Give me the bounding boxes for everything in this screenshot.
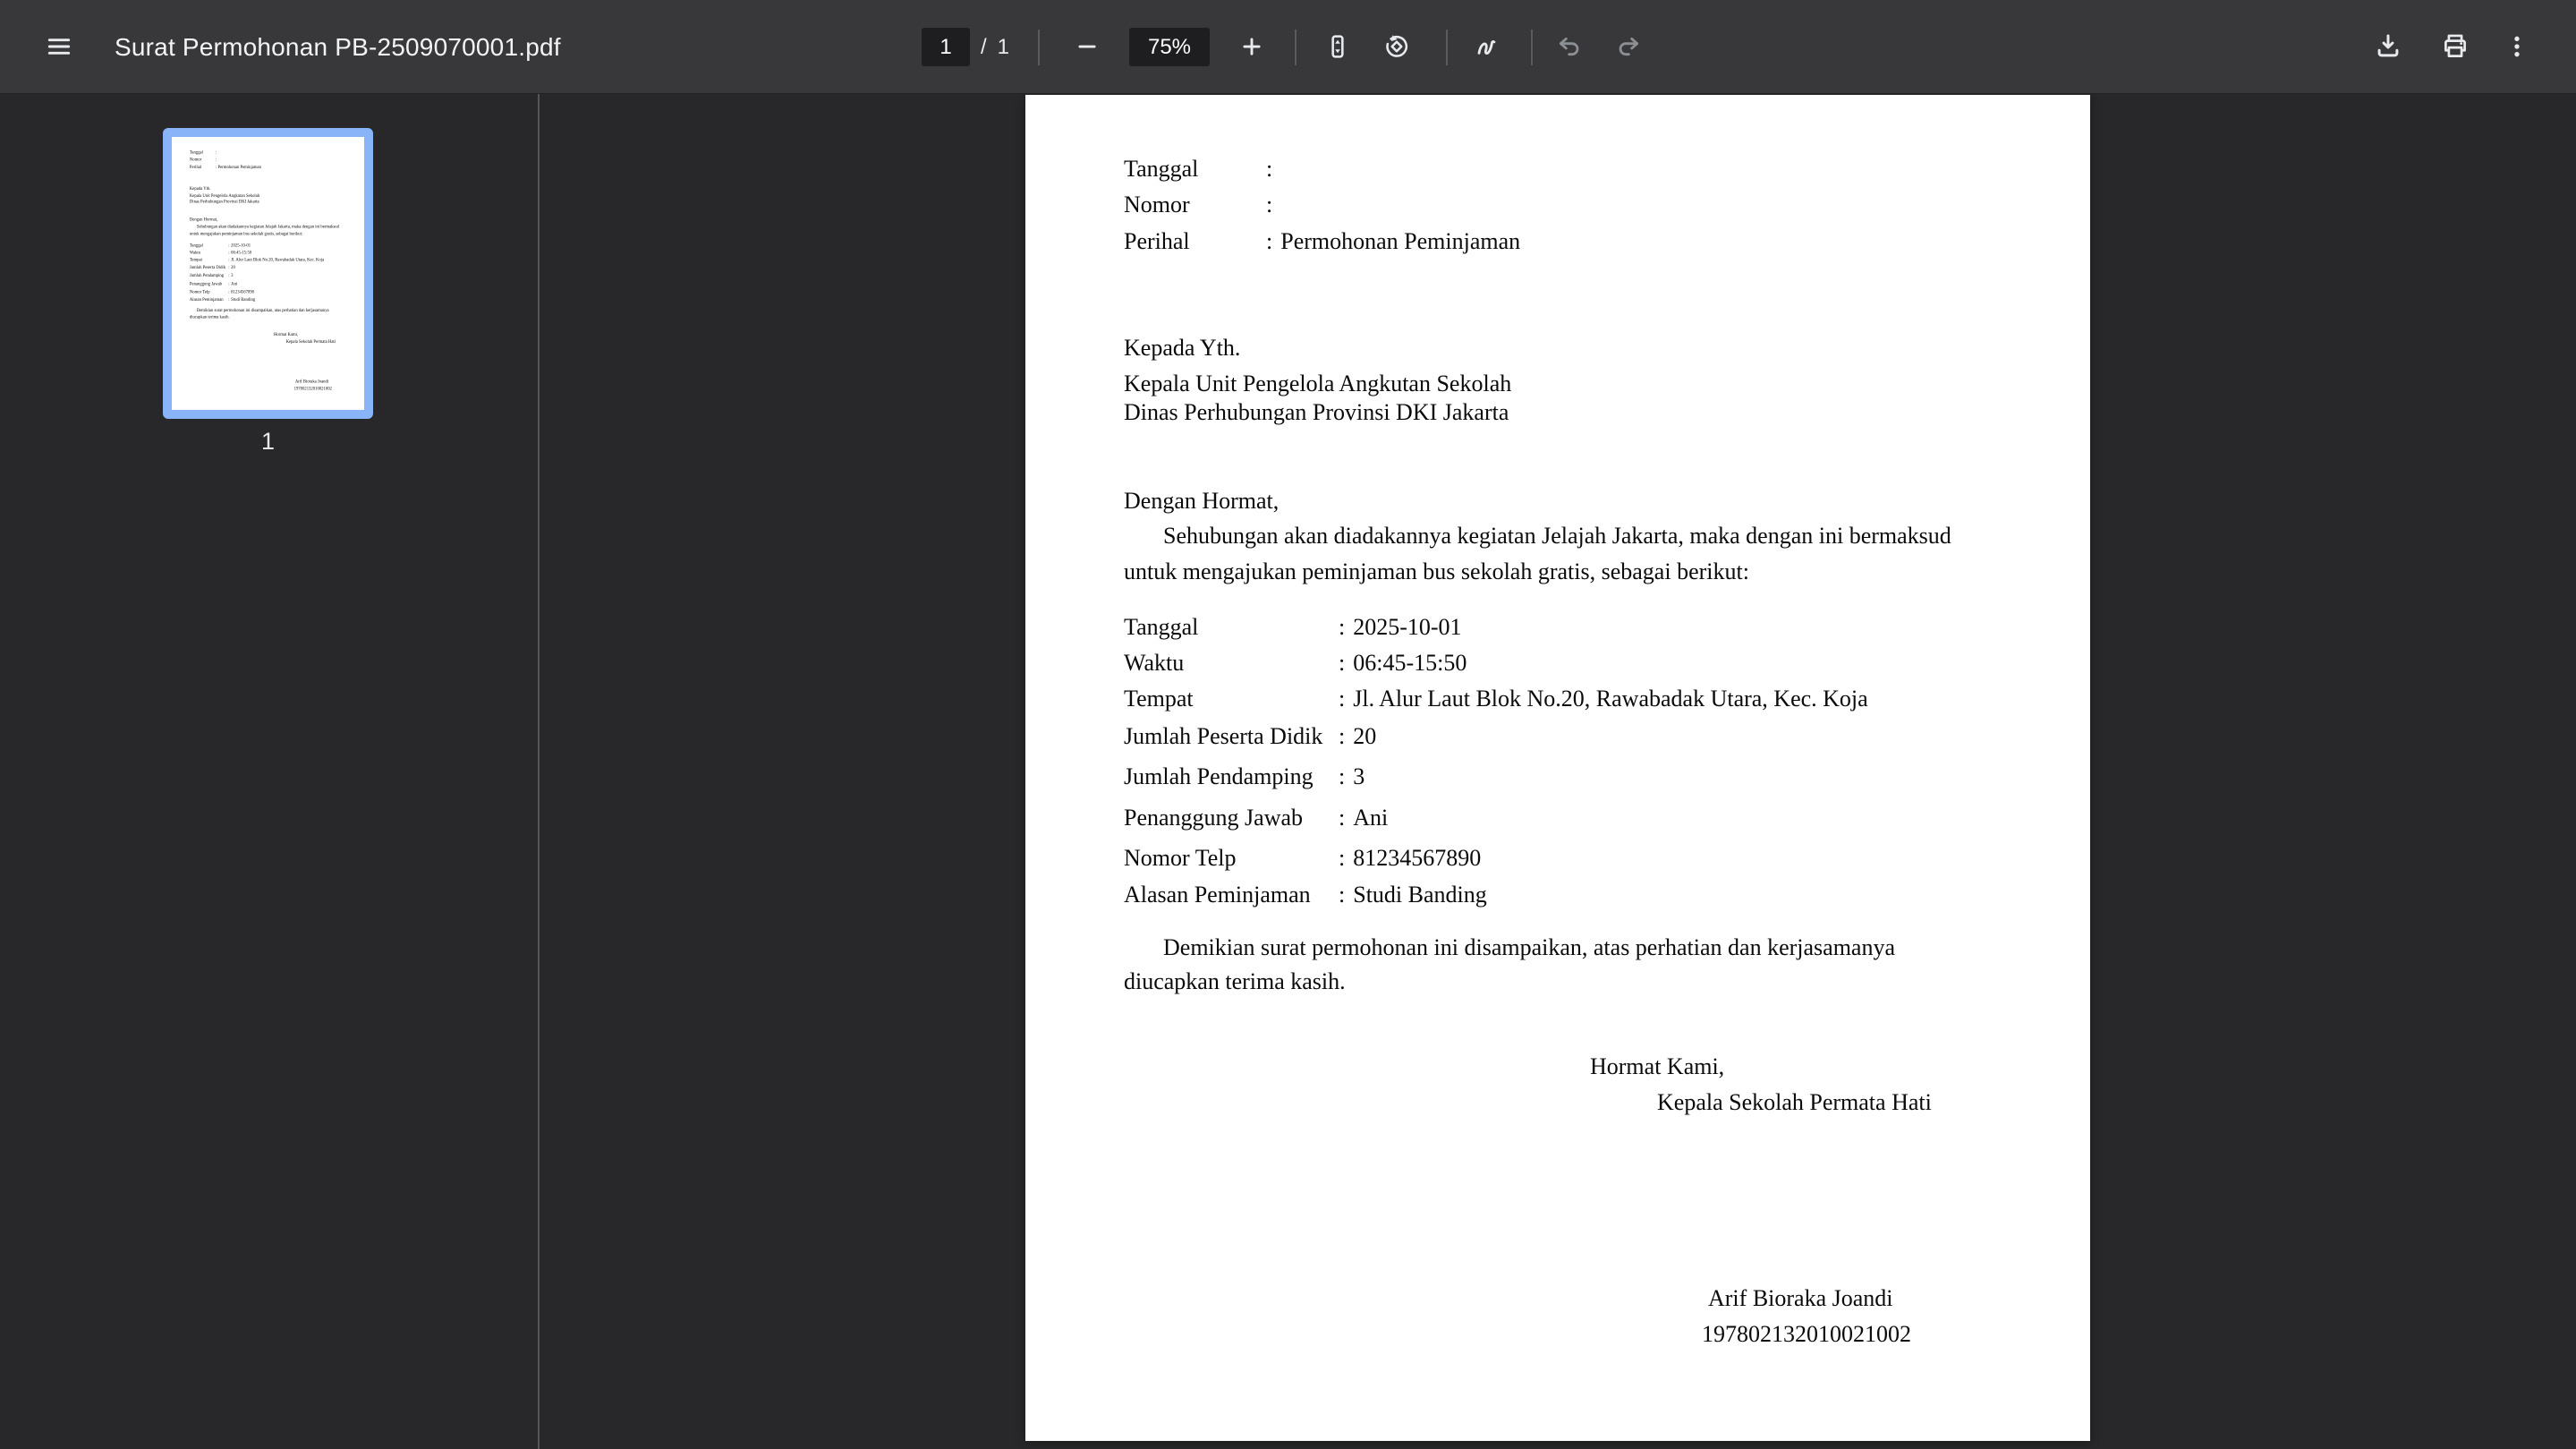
meta-label: Nomor [189,156,202,162]
detail-value: Ani [1353,805,1389,831]
colon: : [1339,650,1346,676]
colon: : [215,164,217,170]
detail-value: 06:45-15:50 [231,249,252,255]
pdf-page-content [1025,95,2090,1441]
hamburger-icon [45,32,73,64]
colon: : [1339,686,1346,712]
detail-row [1124,845,1481,872]
detail-value: 2025-10-01 [231,242,251,248]
zoom-out-button[interactable] [1067,27,1108,68]
detail-label: Alasan Peminjaman [189,296,224,303]
toolbar-separator [1446,30,1448,65]
meta-row [190,164,261,169]
signoff-line: Kepala Sekolah Permata Hati [1657,1089,1932,1115]
colon: : [1339,614,1346,640]
detail-label: Waktu [1124,650,1185,676]
toolbar-separator [1038,30,1040,65]
draw-pen-icon [1474,32,1502,64]
meta-label: Nomor [1124,192,1190,217]
recipient-line: Kepala Unit Pengelola Angkutan Sekolah [1124,371,1512,396]
detail-row [1124,805,1388,831]
page-number-input[interactable] [922,35,970,60]
colon: : [215,149,217,155]
detail-row [190,257,324,262]
detail-value: Studi Banding [231,296,256,303]
colon: : [1339,845,1346,871]
colon: : [1266,192,1273,217]
detail-label: Jumlah Peserta Didik [189,264,226,270]
detail-label: Nomor Telp [1124,845,1237,871]
detail-row [190,264,235,269]
colon: : [1266,156,1273,182]
detail-row [190,289,254,294]
colon: : [228,272,230,278]
detail-label: Alasan Peminjaman [1124,882,1311,908]
signatory-name: Arif Bioraka Joandi [1708,1285,1893,1311]
recipient-line: Dinas Perhubungan Provinsi DKI Jakarta [1124,399,1509,425]
colon: : [1266,228,1273,254]
detail-row [190,281,237,286]
colon: : [228,256,230,262]
fit-to-page-button[interactable] [1317,27,1358,68]
closing-line: diucapkan terima kasih. [1124,968,1346,994]
intro-line: untuk mengajukan peminjaman bus sekolah gratis, sebagai berikut: [189,231,303,236]
page-count [981,0,1009,94]
annotate-button[interactable] [1467,27,1509,68]
meta-value: Permohonan Peminjaman [217,164,261,170]
page-number-box [922,28,970,66]
detail-row [190,272,234,277]
colon: : [228,242,230,248]
recipient-line: Kepada Yth. [1124,335,1241,361]
colon: : [1339,805,1346,831]
intro-line: untuk mengajukan peminjaman bus sekolah gratis, sebagai berikut: [1124,558,1749,584]
recipient-line: Kepada Yth. [189,185,211,192]
detail-row [1124,650,1467,677]
zoom-level-value: 75% [1147,34,1192,59]
detail-label: Jumlah Pendamping [189,272,225,278]
colon: : [1339,763,1346,789]
toolbar-separator [1531,30,1533,65]
colon: : [228,280,230,286]
detail-label: Nomor Telp [189,288,210,294]
signoff-line: Hormat Kami, [274,331,299,337]
detail-value: 20 [231,264,235,270]
colon: : [1339,723,1346,749]
thumbnail-page-number: 1 [260,428,276,455]
toolbar-separator [1295,30,1297,65]
detail-value: 2025-10-01 [1353,614,1462,640]
intro-line: Sehubungan akan diadakannya kegiatan Jelajah Jakarta, maka dengan ini bermaksud [1163,523,1951,549]
detail-label: Tanggal [189,242,203,248]
recipient-line: Dinas Perhubungan Provinsi DKI Jakarta [189,198,259,204]
thumbnail-page-1[interactable] [163,128,373,419]
closing-line: Demikian surat permohonan ini disampaikan, atas perhatian dan kerjasamanya [1163,934,1895,960]
undo-button[interactable] [1550,27,1591,68]
thumbnail-page-content [172,137,364,410]
meta-row [190,157,218,162]
recipient-line: Kepala Unit Pengelola Angkutan Sekolah [189,192,260,199]
document-title: Surat Permohonan PB-2509070001.pdf [115,32,561,61]
detail-value: 3 [1353,763,1365,789]
meta-value: Permohonan Peminjaman [1280,228,1521,254]
detail-label: Tempat [189,256,202,262]
colon: : [1339,882,1346,908]
menu-button[interactable] [38,27,80,68]
redo-icon [1613,32,1642,64]
signatory-nip: 197802132010021002 [1702,1321,1911,1347]
signoff-line: Hormat Kami, [1590,1053,1725,1079]
meta-label: Tanggal [189,149,203,155]
signatory-name: Arif Bioraka Joandi [294,378,329,384]
thumbnail-page-preview [172,137,364,410]
salutation: Dengan Hormat, [1124,488,1279,514]
meta-row [190,149,218,155]
colon: : [215,156,217,162]
sidebar-divider [538,94,540,1449]
detail-label: Tempat [1124,686,1194,712]
meta-label: Perihal [1124,228,1190,254]
page-count-divider: / [981,34,987,59]
detail-value: 06:45-15:50 [1353,650,1467,676]
detail-label: Jumlah Peserta Didik [1124,723,1323,749]
detail-label: Tanggal [1124,614,1199,640]
detail-row [1124,614,1462,641]
meta-row [1124,192,1280,218]
detail-label: Waktu [189,249,201,255]
download-button[interactable] [2368,27,2409,68]
meta-row [1124,156,1280,183]
detail-value: 81234567890 [1353,845,1482,871]
download-icon [2373,31,2403,64]
plus-icon [1238,33,1265,63]
detail-value: Studi Banding [1353,882,1487,908]
detail-label: Penanggung Jawab [1124,805,1304,831]
colon: : [228,288,230,294]
closing-line: Demikian surat permohonan ini disampaikan, atas perhatian dan kerjasamanya [196,307,329,313]
intro-line: Sehubungan akan diadakannya kegiatan Jelajah Jakarta, maka dengan ini bermaksud [196,223,339,229]
colon: : [228,296,230,303]
salutation: Dengan Hormat, [189,217,218,222]
detail-row [190,296,255,302]
kebab-menu-icon [2503,32,2531,64]
pdf-page [1025,95,2090,1441]
detail-row [1124,686,1868,712]
detail-value: 81234567890 [231,288,255,294]
rotate-button[interactable] [1376,27,1417,68]
fit-to-page-icon [1323,32,1352,64]
meta-row [1124,228,1520,255]
signoff-line: Kepala Sekolah Permata Hati [285,338,336,345]
detail-value: 3 [231,272,234,278]
detail-value: 20 [1353,723,1377,749]
detail-row [1124,882,1487,908]
closing-line: diucapkan terima kasih. [189,313,230,320]
colon: : [228,249,230,255]
print-button[interactable] [2435,27,2476,68]
detail-row [190,250,251,255]
pdf-toolbar [0,0,2576,94]
page-count-total: 1 [997,34,1010,59]
detail-value: Ani [231,280,238,286]
detail-label: Penanggung Jawab [189,280,223,286]
rotate-icon [1382,32,1411,64]
zoom-in-button[interactable] [1231,27,1272,68]
meta-label: Tanggal [1124,156,1199,182]
meta-label: Perihal [189,164,202,170]
detail-row [1124,723,1376,750]
undo-icon [1556,32,1585,64]
detail-label: Jumlah Pendamping [1124,763,1314,789]
zoom-level-box[interactable] [1129,28,1210,66]
detail-row [190,243,251,248]
redo-button[interactable] [1607,27,1648,68]
detail-row [1124,763,1365,790]
minus-icon [1074,33,1101,63]
detail-value: Jl. Alur Laut Blok No.20, Rawabadak Utara, Kec. Koja [231,256,325,262]
colon: : [228,264,230,270]
detail-value: Jl. Alur Laut Blok No.20, Rawabadak Utara, Kec. Koja [1353,686,1868,712]
signatory-nip: 197802132010021002 [293,385,332,391]
more-options-button[interactable] [2496,27,2538,68]
print-icon [2440,31,2470,64]
